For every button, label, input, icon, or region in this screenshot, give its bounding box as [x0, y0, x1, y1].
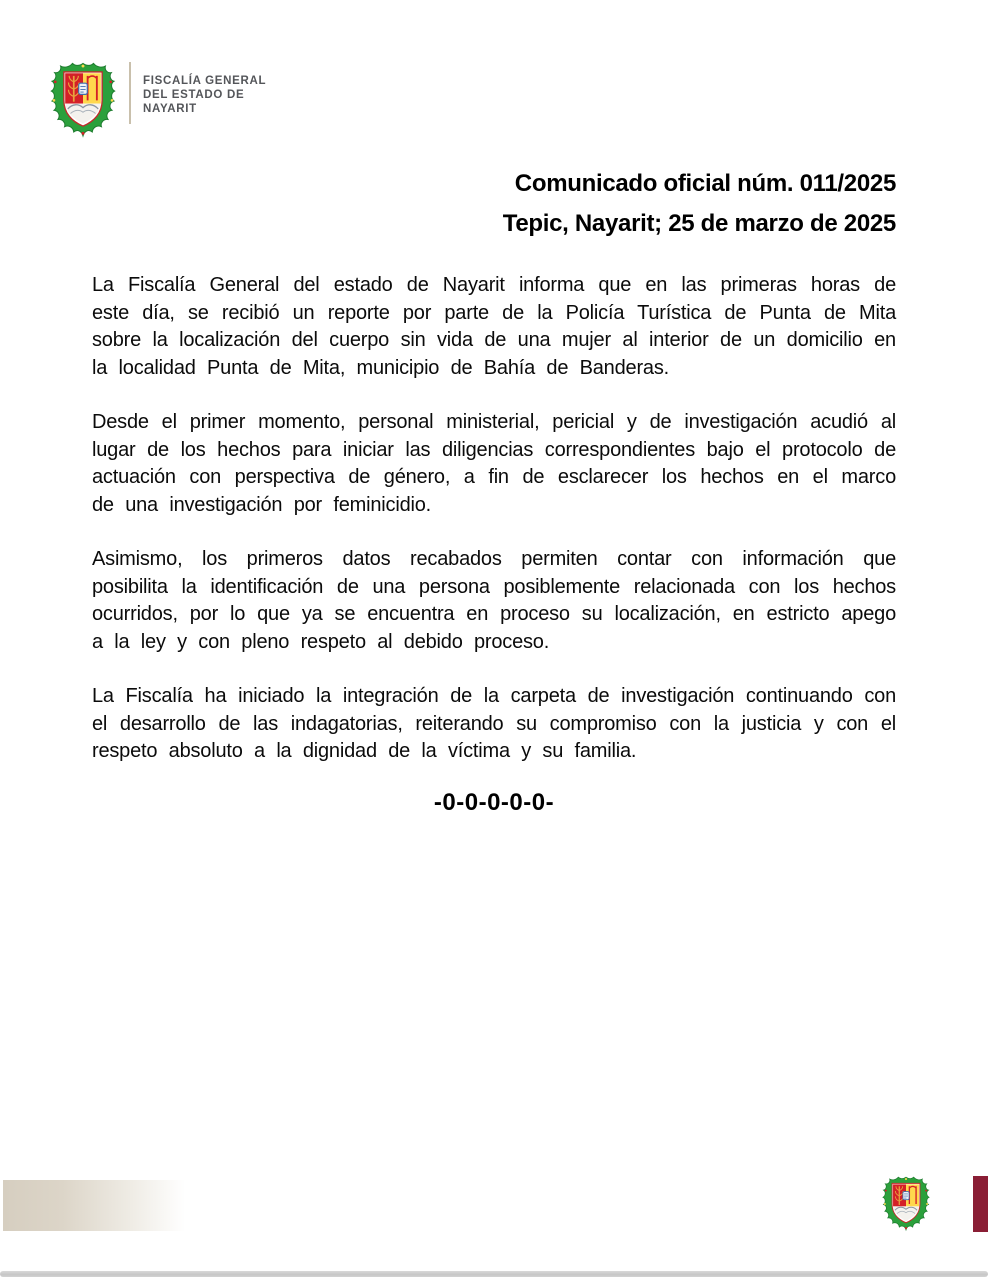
org-name-line-1: FISCALÍA GENERAL: [143, 75, 267, 87]
org-name: [143, 74, 266, 116]
footer-gradient-bar: [3, 1180, 201, 1231]
paragraph-4: La Fiscalía ha iniciado la integración de la carpeta de investigación continuando con el desarrollo de las indagatorias, reiterando su compromiso con la justicia y con el respeto absoluto a la dignidad de la víctima y su familia.: [92, 685, 896, 762]
title-block: [92, 164, 896, 244]
footer-accent-bar: [973, 1176, 988, 1232]
nayarit-coat-of-arms-icon-small: [882, 1175, 930, 1234]
org-name-line-2: DEL ESTADO DE: [143, 89, 245, 101]
document-dateline: Tepic, Nayarit; 25 de marzo de 2025: [502, 210, 896, 237]
paragraph-2: Desde el primer momento, personal ministerial, pericial y de investigación acudió al lugar de los hechos para iniciar las diligencias correspondientes bajo el protocolo de actuación con perspectiva de género, a fin de esclarecer los hechos en el marco de una investigación por feminicidio.: [92, 411, 896, 516]
nayarit-coat-of-arms-icon: [50, 60, 116, 142]
end-marker: -0-0-0-0-0-: [433, 788, 555, 816]
paragraph-3: Asimismo, los primeros datos recabados permiten contar con información que posibilita la identificación de una persona posiblemente relacionada con los hechos ocurridos, por lo que ya se encuentra en proceso su localización, en estricto apego a la ley y con pleno respeto al debido proceso.: [92, 548, 896, 653]
org-name-line-3: NAYARIT: [143, 103, 197, 115]
document-title: Comunicado oficial núm. 011/2025: [514, 170, 896, 197]
paragraph-1: La Fiscalía General del estado de Nayarit informa que en las primeras horas de este día, se recibió un reporte por parte de la Policía Turística de Punta de Mita sobre la localización del cuerpo sin vida de una mujer al interior de un domicilio en la localidad Punta de Mita, municipio de Bahía de Banderas.: [92, 274, 896, 379]
page-bottom-edge: [0, 1271, 988, 1277]
letterhead: [50, 60, 266, 142]
document-body: [92, 272, 896, 816]
letterhead-divider: [129, 62, 131, 124]
